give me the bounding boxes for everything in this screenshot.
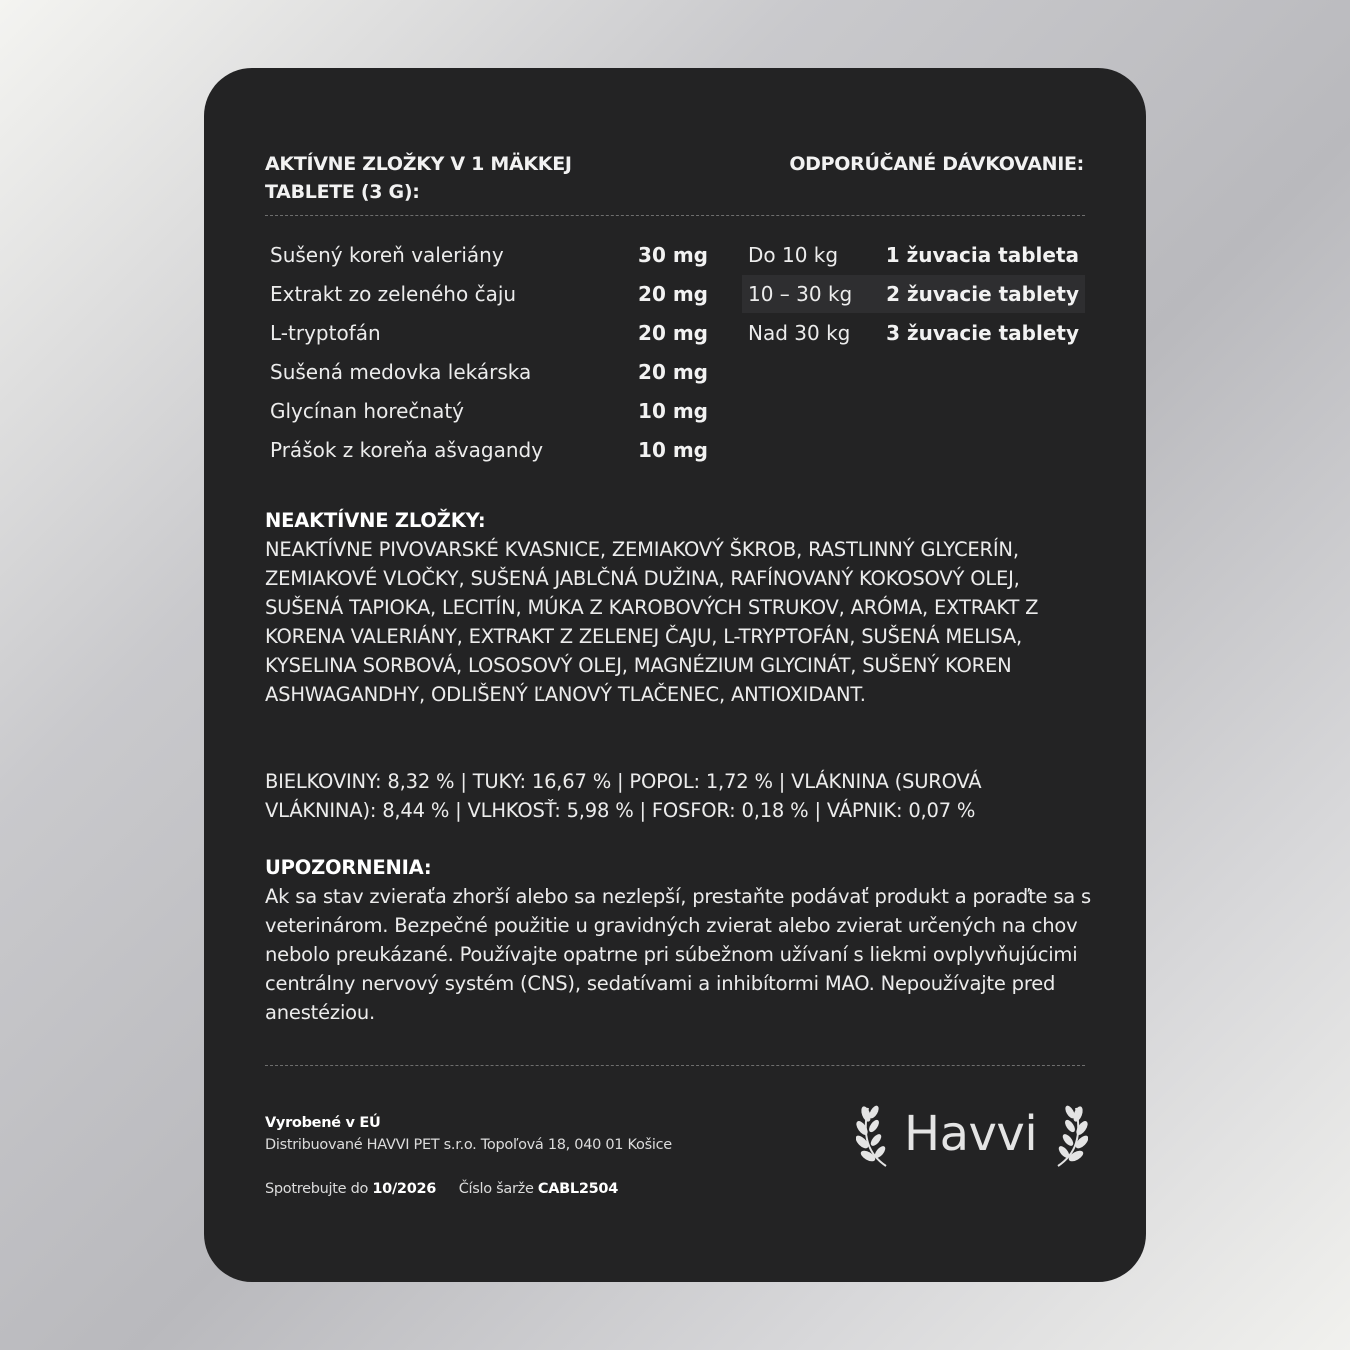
laurel-left-icon	[856, 1102, 892, 1168]
dosage-weight: Do 10 kg	[748, 243, 839, 267]
dosage-count: 3 žuvacie tablety	[886, 321, 1079, 345]
ingredient-amount: 20 mg	[638, 360, 708, 384]
ingredient-name: Sušená medovka lekárska	[270, 360, 532, 384]
made-in: Vyrobené v EÚ	[265, 1115, 381, 1131]
warnings-text: Ak sa stav zvieraťa zhorší alebo sa nezlepší, prestaňte podávať produkt a poraďte sa s veterinárom. Bezpečné použitie u gravidných zvierat alebo zvierat určených na chov nebolo preukázané. Používajte opatrne pri súbežnom užívaní s liekmi ovplyvňujúcimi centrálny nervový systém (CNS), sedatívami a inhibítormi MAO. Nepoužívajte pred anestéziou.	[265, 885, 1092, 1024]
distributor: Distribuované HAVVI PET s.r.o. Topoľová 18, 040 01 Košice	[265, 1137, 672, 1153]
ingredient-amount: 20 mg	[638, 321, 708, 345]
warnings-title: UPOZORNENIA:	[265, 856, 432, 879]
ingredient-name: L-tryptofán	[270, 321, 381, 345]
ingredient-amount: 10 mg	[638, 399, 708, 423]
ingredient-name: Prášok z koreňa ašvagandy	[270, 438, 544, 462]
dosage-weight: Nad 30 kg	[748, 321, 851, 345]
ingredient-amount: 20 mg	[638, 282, 708, 306]
expiry-value: 10/2026	[372, 1181, 437, 1197]
divider-bottom	[265, 1065, 1085, 1066]
brand-name: Havvi	[904, 1106, 1038, 1162]
inactive-text: NEAKTÍVNE PIVOVARSKÉ KVASNICE, ZEMIAKOVÝ ŠKROB, RASTLINNÝ GLYCERÍN, ZEMIAKOVÉ VLOČKY, SUŠENÁ JABLČNÁ DUŽINA, RAFÍNOVANÝ KOKOSOVÝ OLEJ, SUŠENÁ TAPIOKA, LECITÍN, MÚKA Z KAROBOVÝCH STRUKOV, ARÓMA, EXTRAKT Z KORENA VALERIÁNY, EXTRAKT Z ZELENEJ ČAJU, L-TRYPTOFÁN, SUŠENÁ MELISA, KYSELINA SORBOVÁ, LOSOSOVÝ OLEJ, MAGNÉZIUM GLYCINÁT, SUŠENÝ KOREN ASHWAGANDHY, ODLIŠENÝ ĽANOVÝ TLAČENEC, ANTIOXIDANT.	[265, 538, 1039, 706]
analysis-text: BIELKOVINY: 8,32 % | TUKY: 16,67 % | POPOL: 1,72 % | VLÁKNINA (SUROVÁ VLÁKNINA): 8,44 % | VLHKOSŤ: 5,98 % | FOSFOR: 0,18 % | VÁPNIK: 0,07 %	[265, 770, 982, 822]
dosage-weight: 10 – 30 kg	[748, 282, 853, 306]
batch-label: Číslo šarže	[458, 1181, 534, 1197]
batch-value: CABL2504	[537, 1181, 619, 1197]
ingredient-amount: 10 mg	[638, 438, 708, 462]
dosage-count: 2 žuvacie tablety	[886, 282, 1079, 306]
active-ingredients-title	[265, 150, 665, 206]
active-title-line1: AKTÍVNE ZLOŽKY V 1 MÄKKEJ	[265, 153, 572, 175]
ingredient-name: Sušený koreň valeriány	[270, 243, 504, 267]
havvi-logo	[852, 1098, 1092, 1174]
ingredient-amount: 30 mg	[638, 243, 708, 267]
warnings	[265, 853, 1095, 1027]
divider-top	[265, 215, 1085, 216]
ingredient-name: Extrakt zo zeleného čaju	[270, 282, 517, 306]
expiry-batch	[265, 1181, 618, 1197]
dosage-count: 1 žuvacia tableta	[885, 243, 1079, 267]
inactive-title: NEAKTÍVNE ZLOŽKY:	[265, 509, 486, 532]
expiry-label: Spotrebujte do	[265, 1181, 369, 1197]
laurel-right-icon	[1052, 1102, 1088, 1168]
label-card	[204, 68, 1146, 1282]
ingredient-name: Glycínan horečnatý	[270, 399, 465, 423]
dosage-title: ODPORÚČANÉ DÁVKOVANIE:	[789, 153, 1084, 175]
inactive-ingredients	[265, 506, 1095, 709]
active-title-line2: TABLETE (3 G):	[265, 181, 420, 203]
